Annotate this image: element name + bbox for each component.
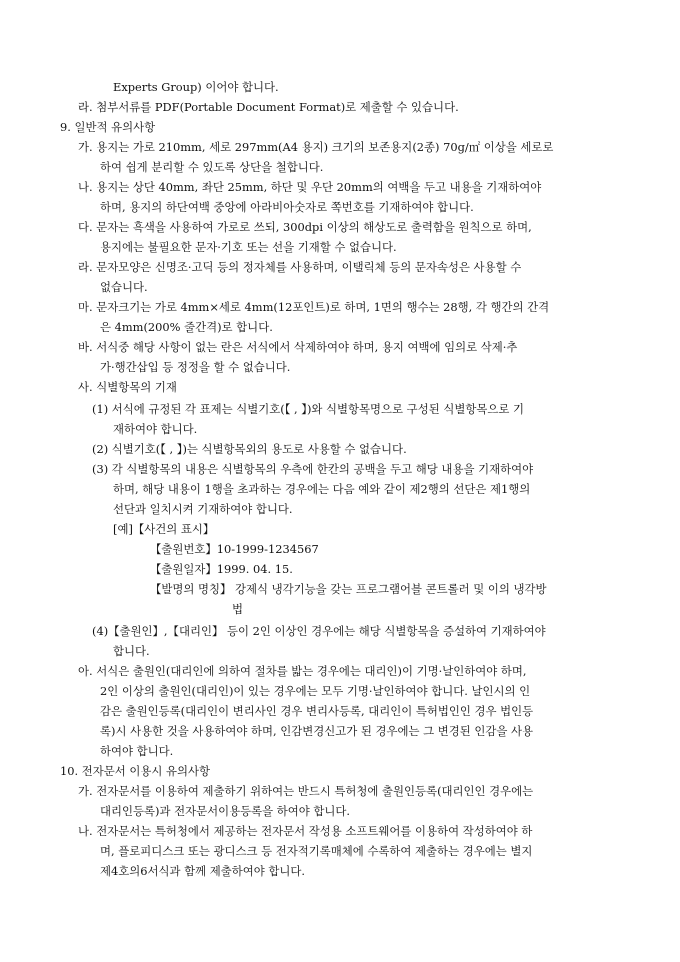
text-line-39: 며, 플로피디스크 또는 광디스크 등 전자적기록매체에 수록하여 제출하는 경우에는 별지 (100, 844, 533, 858)
text-line-11: 없습니다. (100, 280, 148, 294)
text-line-29: 합니다. (113, 644, 150, 658)
text-line-1: Experts Group) 이어야 합니다. (113, 80, 279, 94)
text-line-20: (3) 각 식별항목의 내용은 식별항목의 우측에 한칸의 공백을 두고 해당 내용을 기재하여야 (92, 462, 534, 476)
text-line-2: 라. 첨부서류를 PDF(Portable Document Format)로 제출할 수 있습니다. (78, 100, 459, 114)
text-line-18: 재하여야 합니다. (113, 422, 198, 436)
text-line-28: (4)【출원인】,【대리인】 등이 2인 이상인 경우에는 해당 식별항목을 증설하여 기재하여야 (92, 624, 546, 638)
text-line-15: 가·행간삽입 등 정정을 할 수 없습니다. (100, 360, 291, 374)
text-line-31: 2인 이상의 출원인(대리인)이 있는 경우에는 모두 기명·날인하여야 합니다. 날인시의 인 (100, 684, 531, 698)
text-line-37: 대리인등록)과 전자문서이용등록을 하여야 합니다. (100, 804, 350, 818)
text-line-26: 【발명의 명칭】 강제식 냉각기능을 갖는 프로그램어블 콘트롤러 및 이의 냉각방 (150, 582, 547, 596)
text-line-16: 사. 식별항목의 기재 (78, 380, 177, 394)
section-heading-10: 10. 전자문서 이용시 유의사항 (60, 764, 211, 778)
text-line-33: 록)시 사용한 것을 사용하여야 하며, 인감변경신고가 된 경우에는 그 변경된 인감을 사용 (100, 724, 534, 738)
text-line-4: 가. 용지는 가로 210mm, 세로 297mm(A4 용지) 크기의 보존용지(2종) 70g/㎡ 이상을 세로로 (78, 140, 554, 154)
text-line-32: 감은 출원인등록(대리인이 변리사인 경우 변리사등록, 대리인이 특허법인인 경우 법인등 (100, 704, 534, 718)
text-line-25: 【출원일자】1999. 04. 15. (150, 562, 293, 576)
text-line-5: 하여 쉽게 분리할 수 있도록 상단을 철합니다. (100, 160, 324, 174)
text-line-13: 은 4mm(200% 줄간격)로 합니다. (100, 320, 273, 334)
section-heading-9: 9. 일반적 유의사항 (60, 120, 156, 134)
text-line-6: 나. 용지는 상단 40mm, 좌단 25mm, 하단 및 우단 20mm의 여백을 두고 내용을 기재하여야 (78, 180, 542, 194)
text-line-30: 아. 서식은 출원인(대리인에 의하여 절차를 밟는 경우에는 대리인)이 기명·날인하여야 하며, (78, 664, 527, 678)
text-line-12: 마. 문자크기는 가로 4mm×세로 4mm(12포인트)로 하며, 1면의 행수는 28행, 각 행간의 간격 (78, 300, 550, 314)
text-line-24: 【출원번호】10-1999-1234567 (150, 542, 319, 556)
text-line-7: 하며, 용지의 하단여백 중앙에 아라비아숫자로 쪽번호를 기재하여야 합니다. (100, 200, 474, 214)
text-line-9: 용지에는 불필요한 문자·기호 또는 선을 기재할 수 없습니다. (100, 240, 397, 254)
text-line-22: 선단과 일치시켜 기재하여야 합니다. (113, 502, 293, 516)
text-line-34: 하여야 합니다. (100, 744, 174, 758)
text-line-14: 바. 서식중 해당 사항이 없는 란은 서식에서 삭제하여야 하며, 용지 여백에 임의로 삭제·추 (78, 340, 518, 354)
text-line-19: (2) 식별기호(【 , 】)는 식별항목외의 용도로 사용할 수 없습니다. (92, 442, 407, 456)
text-line-8: 다. 문자는 흑색을 사용하여 가로로 쓰되, 300dpi 이상의 해상도로 출력함을 원칙으로 하며, (78, 220, 532, 234)
text-line-10: 라. 문자모양은 신명조·고딕 등의 정자체를 사용하며, 이탤릭체 등의 문자속성은 사용할 수 (78, 260, 522, 274)
text-line-27: 법 (232, 602, 244, 616)
text-line-38: 나. 전자문서는 특허청에서 제공하는 전자문서 작성용 소프트웨어를 이용하여 작성하여야 하 (78, 824, 533, 838)
text-line-36: 가. 전자문서를 이용하여 제출하기 위하여는 반드시 특허청에 출원인등록(대리인인 경우에는 (78, 784, 534, 798)
text-line-17: (1) 서식에 규정된 각 표제는 식별기호(【 , 】)와 식별항목명으로 구성된 식별항목으로 기 (92, 402, 524, 416)
example-label: [예]【사건의 표시】 (113, 522, 215, 536)
text-line-40: 제4호의6서식과 함께 제출하여야 합니다. (100, 864, 306, 878)
text-line-21: 하며, 해당 내용이 1행을 초과하는 경우에는 다음 예와 같이 제2행의 선단은 제1행의 (113, 482, 531, 496)
